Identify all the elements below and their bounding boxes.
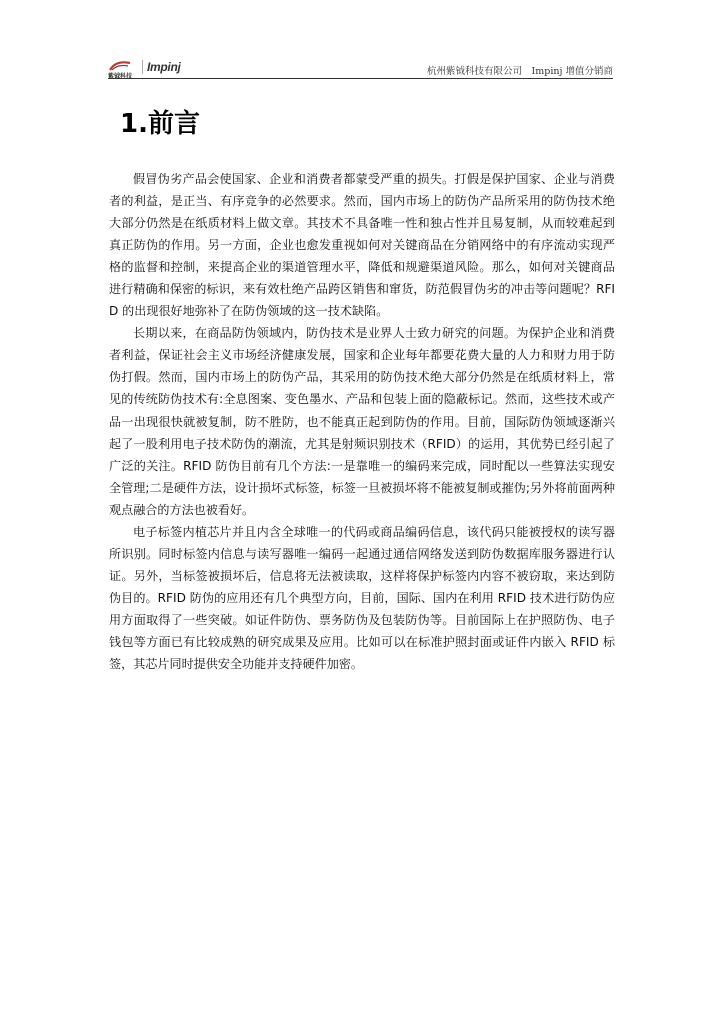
- impinj-logo: Impinj: [142, 60, 181, 74]
- section-title: 1.前言: [120, 109, 200, 139]
- paragraph: 假冒伪劣产品会使国家、企业和消费者都蒙受严重的损失。打假是保护国家、企业与消费者的利益，是正当、有序竞争的必然要求。然而，国内市场上的防伪产品所采用的防伪技术绝大部分仍然是在纸质材料上做文章。其技术不具备唯一性和独占性并且易复制，从而较难起到真正防伪的作用。另一方面，企业也愈发重视如何对关键商品在分销网络中的有序流动实现严格的监督和控制，来提高企业的渠道管理水平，降低和规避渠道风险。那么，如何对关键商品进行精确和保密的标识，来有效杜绝产品跨区销售和窜货，防范假冒伪劣的冲击等问题呢？RFID 的出现很好地弥补了在防伪领域的这一技术缺陷。: [109, 172, 615, 319]
- logo-chinese-name: 紫钺科技: [108, 73, 133, 80]
- page-header: [108, 56, 613, 79]
- company-name: 杭州紫钺科技有限公司 Impinj 增值分销商: [427, 66, 613, 77]
- header-logos: [108, 58, 181, 80]
- paragraph: 长期以来，在商品防伪领域内，防伪技术是业界人士致力研究的问题。为保护企业和消费者利益，保证社会主义市场经济健康发展，国家和企业每年都要花费大量的人力和财力用于防伪打假。然而，国内市场上的防伪产品，其采用的防伪技术绝大部分仍然是在纸质材料上，常见的传统防伪技术有:全息图案、变色墨水、产品和包装上面的隐蔽标记。然而，这些技术或产品一出现很快就被复制，防不胜防，也不能真正起到防伪的作用。目前，国际防伪领域逐渐兴起了一股利用电子技术防伪的潮流，尤其是射频识别技术（RFID）的运用，其优势已经引起了广泛的关注。RFID 防伪目前有几个方法:一是靠唯一的编码来完成，同时配以一些算法实现安全管理;二是硬件方法，设计损坏式标签，标签一旦被损坏将不能被复制或摧伪;另外将前面两种观点融合的方法也被看好。: [109, 326, 615, 517]
- body-text: [109, 168, 615, 675]
- company-logo-icon: [108, 60, 133, 80]
- paragraph: 电子标签内植芯片并且内含全球唯一的代码或商品编码信息，该代码只能被授权的读写器所识别。同时标签内信息与读写器唯一编码一起通过通信网络发送到防伪数据库服务器进行认证。另外，当标签被损坏后，信息将无法被读取，这样将保护标签内内容不被窃取，来达到防伪目的。RFID 防伪的应用还有几个典型方向，目前，国际、国内在利用 RFID 技术进行防伪应用方面取得了一些突破。如证件防伪、票务防伪及包装防伪等。目前国际上在护照防伪、电子钱包等方面已有比较成熟的研究成果及应用。比如可以在标准护照封面或证件内嵌入 RFID 标签，其芯片同时提供安全功能并支持硬件加密。: [109, 524, 615, 672]
